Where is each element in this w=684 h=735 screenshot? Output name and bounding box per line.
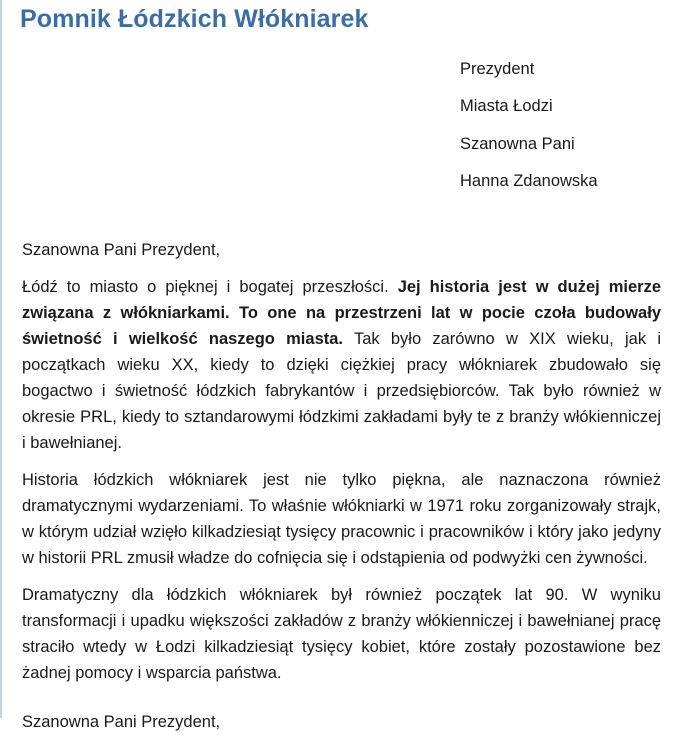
letter-cutoff-line: Szanowna Pani Prezydent,	[22, 713, 221, 731]
recipient-address	[460, 51, 598, 200]
address-line-title: Prezydent	[460, 60, 535, 78]
page-title: Pomnik Łódzkich Włókniarek	[20, 5, 369, 33]
letter-paragraph-2: Historia łódzkich włókniarek jest nie tylko piękna, ale naznaczona również dramatycznymi wydarzeniami. To właśnie włókniarki w 1971 roku zorganizowały strajk, w którym udział wzięło kilkadziesiąt tysięcy pracownic i pracowników i który jako jedyny w historii PRL zmusił władze do cofnięcia się i odstąpienia od podwyżki cen żywności.	[22, 471, 661, 567]
paragraph-1-intro: Łódź to miasto o pięknej i bogatej przeszłości.	[22, 278, 398, 296]
page-left-border	[0, 0, 2, 718]
letter-salutation: Szanowna Pani Prezydent,	[22, 241, 221, 259]
paragraph-1-emphasis: Jej historia jest w dużej mierze związana z włókniarkami. To one na przestrzeni lat w pocie czoła budowały świetność i wielkość naszego miasta.	[22, 278, 661, 348]
letter-paragraph-3: Dramatyczny dla łódzkich włókniarek był również początek lat 90. W wyniku transformacji i upadku większości zakładów z branży włókienniczej i bawełnianej pracę straciło wtedy w Łodzi kilkadziesiąt tysięcy kobiet, które zostały pozostawione bez żadnej pomocy i wsparcia państwa.	[22, 586, 661, 682]
paragraph-1-rest: Tak było zarówno w XIX wieku, jak i początkach wieku XX, kiedy to dzięki ciężkiej pracy włókniarek zbudowało się bogactwo i świetność łódzkich fabrykantów i przedsiębiorców. Tak było również w okresie PRL, kiedy to sztandarowymi łódzkimi zakładami były te z branży włókienniczej i bawełnianej.	[22, 330, 661, 452]
address-line-name: Hanna Zdanowska	[460, 171, 598, 190]
address-line-city: Miasta Łodzi	[460, 97, 553, 116]
address-line-greeting: Szanowna Pani	[460, 134, 575, 153]
letter-paragraph-1	[22, 274, 661, 456]
letter-body	[22, 237, 661, 697]
